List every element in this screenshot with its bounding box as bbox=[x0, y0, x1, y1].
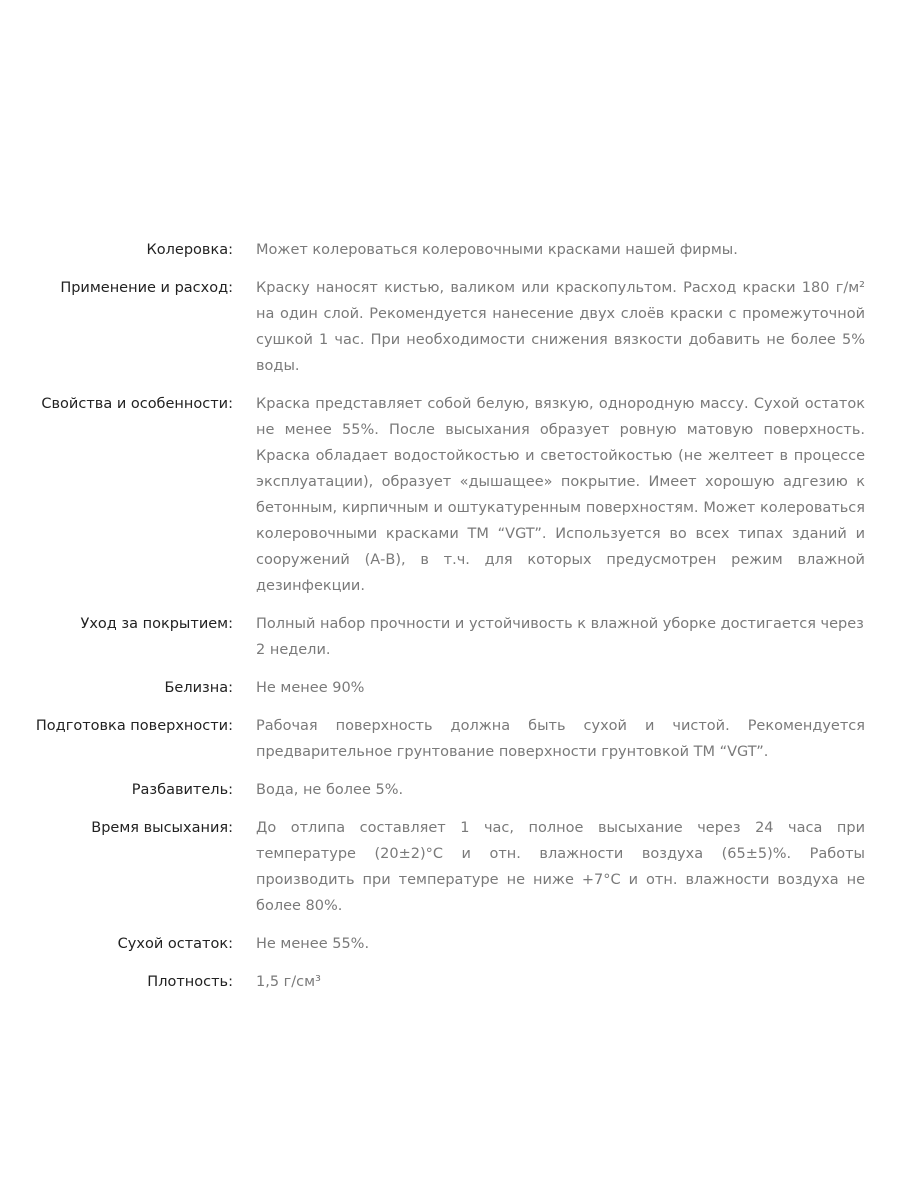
spec-label: Сухой остаток: bbox=[117, 936, 233, 952]
spec-label: Белизна: bbox=[164, 680, 233, 696]
spec-value: Вода, не более 5%. bbox=[256, 782, 404, 798]
spec-value: 1,5 г/см³ bbox=[256, 974, 321, 990]
spec-row-whiteness bbox=[0, 675, 900, 701]
spec-label: Разбавитель: bbox=[131, 782, 233, 798]
spec-row-application bbox=[0, 275, 900, 379]
spec-row-density bbox=[0, 969, 900, 995]
spec-table bbox=[0, 237, 900, 1007]
spec-label: Применение и расход: bbox=[60, 280, 233, 296]
spec-value: Краску наносят кистью, валиком или краскопультом. Расход краски 180 г/м² на один слой. Рекомендуется нанесение двух слоёв краски с промежуточной сушкой 1 час. При необходимости снижения вязкости добавить не более 5% воды. bbox=[256, 280, 865, 374]
spec-label: Уход за покрытием: bbox=[80, 616, 233, 632]
spec-value: Не менее 90% bbox=[256, 680, 365, 696]
spec-value: Полный набор прочности и устойчивость к влажной уборке достигается через 2 недели. bbox=[256, 616, 864, 658]
spec-value: Рабочая поверхность должна быть сухой и чистой. Рекомендуется предварительное грунтование поверхности грунтовкой ТМ “VGT”. bbox=[256, 718, 865, 760]
spec-label: Подготовка поверхности: bbox=[35, 718, 233, 734]
spec-value: Может колероваться колеровочными красками нашей фирмы. bbox=[256, 242, 738, 258]
spec-row-drying-time bbox=[0, 815, 900, 919]
spec-row-surface-prep bbox=[0, 713, 900, 765]
spec-label: Свойства и особенности: bbox=[41, 396, 233, 412]
spec-value: Не менее 55%. bbox=[256, 936, 370, 952]
spec-label: Плотность: bbox=[147, 974, 233, 990]
spec-value: Краска представляет собой белую, вязкую, однородную массу. Сухой остаток не менее 55%. После высыхания образует ровную матовую поверхность. Краска обладает водостойкостью и светостойкостью (не желтеет в процессе эксплуатации), образует «дышащее» покрытие. Имеет хорошую адгезию к бетонным, кирпичным и оштукатуренным поверхностям. Может колероваться колеровочными красками ТМ “VGT”. Используется во всех типах зданий и сооружений (А-В), в т.ч. для которых предусмотрен режим влажной дезинфекции. bbox=[256, 396, 865, 594]
spec-row-tinting bbox=[0, 237, 900, 263]
spec-label: Время высыхания: bbox=[91, 820, 233, 836]
spec-row-thinner bbox=[0, 777, 900, 803]
spec-value: До отлипа составляет 1 час, полное высыхание через 24 часа при температуре (20±2)°С и отн. влажности воздуха (65±5)%. Работы производить при температуре не ниже +7°С и отн. влажности воздуха не более 80%. bbox=[256, 820, 865, 914]
spec-row-care bbox=[0, 611, 900, 663]
spec-label: Колеровка: bbox=[146, 242, 233, 258]
spec-row-properties bbox=[0, 391, 900, 599]
spec-row-dry-residue bbox=[0, 931, 900, 957]
